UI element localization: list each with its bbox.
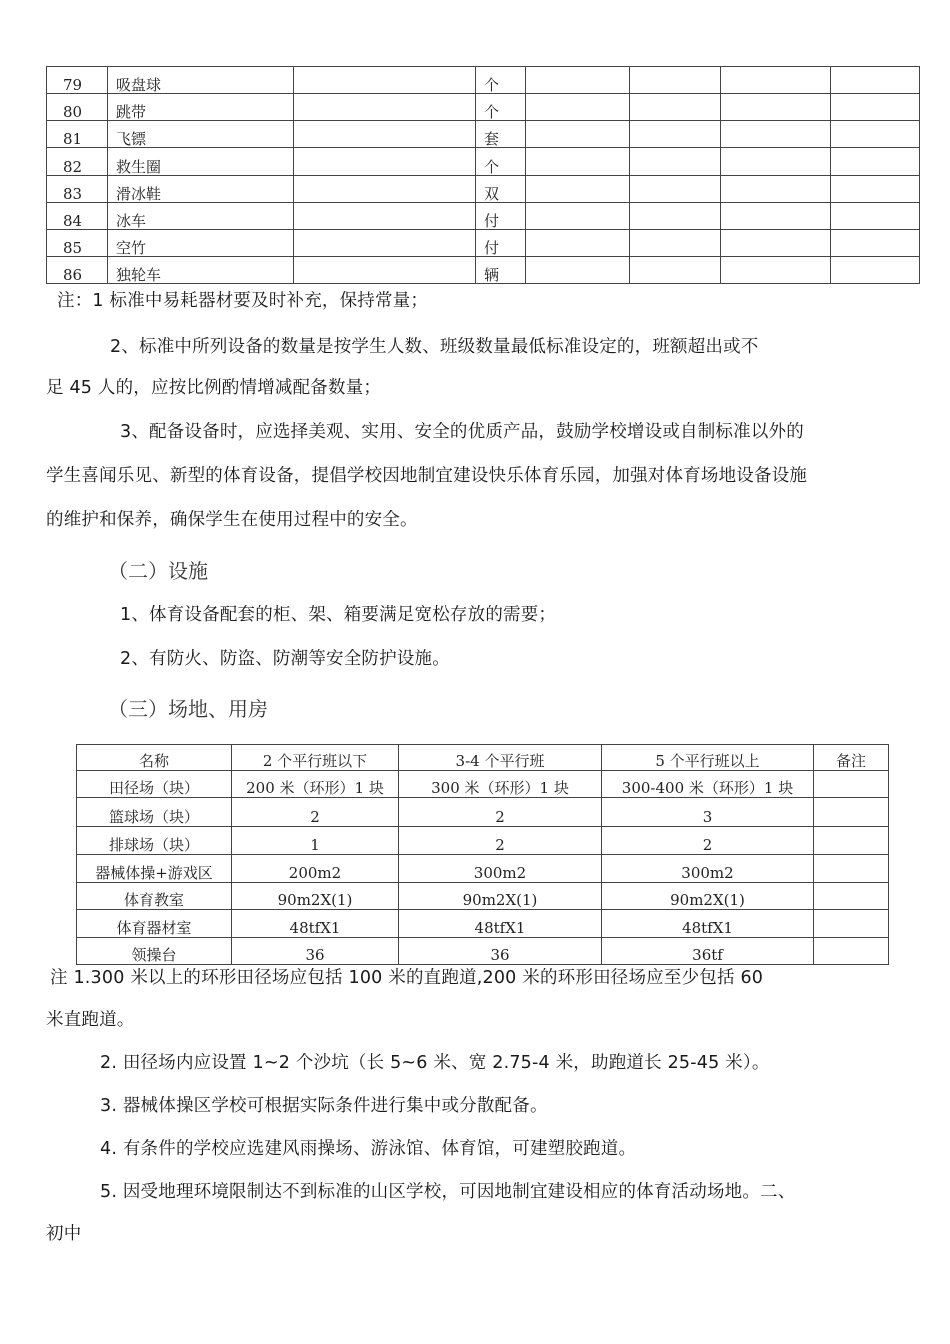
table-row [77,910,889,938]
cell-5-classes: 36tf [602,938,814,965]
empty-cell [526,148,630,176]
row-number: 86 [47,257,108,284]
empty-cell [831,121,920,148]
row-number: 82 [47,148,108,176]
cell-3-4-classes: 2 [399,827,602,855]
cell-3-4-classes: 2 [399,798,602,827]
empty-cell [630,121,721,148]
cell-3-4-classes: 48tfX1 [399,910,602,938]
cell-name: 田径场（块） [77,771,232,798]
note-2-line-1: 2、标准中所列设备的数量是按学生人数、班级数量最低标准设定的，班额超出或不 [110,337,759,357]
cell-3-4-classes: 90m2X(1) [399,883,602,910]
empty-cell [526,94,630,121]
table-row [47,203,920,230]
empty-cell [526,176,630,203]
cell-3-4-classes: 300 米（环形）1 块 [399,771,602,798]
empty-cell [630,94,721,121]
cell-remarks [814,910,889,938]
empty-cell [630,230,721,257]
empty-cell [294,230,476,257]
item-name: 跳带 [108,94,294,121]
cell-name: 领操台 [77,938,232,965]
site-note-3: 3. 器械体操区学校可根据实际条件进行集中或分散配备。 [100,1096,548,1116]
cell-name: 排球场（块） [77,827,232,855]
site-note-2: 2. 田径场内应设置 1~2 个沙坑（长 5~6 米、宽 2.75-4 米，助跑道长 25-45 米）。 [100,1053,770,1073]
facility-header-row [77,745,889,771]
header-2-classes: 2 个平行班以下 [232,745,399,771]
table-row [47,67,920,94]
cell-name: 器械体操+游戏区 [77,855,232,883]
note-3-line-3: 的维护和保养，确保学生在使用过程中的安全。 [46,510,418,530]
site-note-1-line-2: 米直跑道。 [46,1010,135,1030]
table-row [77,771,889,798]
cell-remarks [814,938,889,965]
note-3-line-2: 学生喜闻乐见、新型的体育设备，提倡学校因地制宜建设快乐体育乐园，加强对体育场地设备设施 [46,466,808,486]
empty-cell [831,257,920,284]
table-row [77,938,889,965]
empty-cell [294,257,476,284]
item-unit: 双 [476,176,526,203]
header-5-classes: 5 个平行班以上 [602,745,814,771]
cell-remarks [814,798,889,827]
note-2-line-2: 足 45 人的，应按比例酌情增减配备数量； [46,378,382,398]
site-note-5-line-2: 初中 [46,1224,82,1244]
table-row [77,883,889,910]
item-name: 冰车 [108,203,294,230]
cell-5-classes: 90m2X(1) [602,883,814,910]
header-name: 名称 [77,745,232,771]
cell-2-classes: 36 [232,938,399,965]
empty-cell [526,67,630,94]
note-1: 注：1 标准中易耗器材要及时补充，保持常量； [57,291,429,311]
empty-cell [721,257,831,284]
item-unit: 套 [476,121,526,148]
section-2-item-2: 2、有防火、防盗、防潮等安全防护设施。 [120,649,450,669]
empty-cell [831,203,920,230]
row-number: 79 [47,67,108,94]
cell-name: 体育器材室 [77,910,232,938]
cell-2-classes: 1 [232,827,399,855]
empty-cell [630,203,721,230]
cell-remarks [814,827,889,855]
item-name: 飞镖 [108,121,294,148]
empty-cell [630,67,721,94]
facility-table [76,744,889,965]
row-number: 81 [47,121,108,148]
empty-cell [526,121,630,148]
cell-2-classes: 2 [232,798,399,827]
empty-cell [721,203,831,230]
empty-cell [526,257,630,284]
empty-cell [721,67,831,94]
empty-cell [721,230,831,257]
item-unit: 付 [476,230,526,257]
header-3-4-classes: 3-4 个平行班 [399,745,602,771]
cell-2-classes: 200m2 [232,855,399,883]
table-row [47,176,920,203]
table-row [47,94,920,121]
table-row [77,827,889,855]
cell-remarks [814,855,889,883]
cell-remarks [814,883,889,910]
empty-cell [721,94,831,121]
cell-remarks [814,771,889,798]
empty-cell [294,148,476,176]
empty-cell [526,203,630,230]
empty-cell [831,148,920,176]
row-number: 83 [47,176,108,203]
cell-name: 篮球场（块） [77,798,232,827]
table-row [47,230,920,257]
empty-cell [630,176,721,203]
item-unit: 辆 [476,257,526,284]
cell-3-4-classes: 300m2 [399,855,602,883]
cell-5-classes: 2 [602,827,814,855]
cell-3-4-classes: 36 [399,938,602,965]
empty-cell [294,121,476,148]
table-row [77,798,889,827]
row-number: 84 [47,203,108,230]
item-unit: 个 [476,148,526,176]
empty-cell [630,257,721,284]
item-name: 滑冰鞋 [108,176,294,203]
row-number: 85 [47,230,108,257]
empty-cell [721,148,831,176]
empty-cell [526,230,630,257]
empty-cell [294,67,476,94]
empty-cell [294,203,476,230]
header-remarks: 备注 [814,745,889,771]
note-3-line-1: 3、配备设备时，应选择美观、实用、安全的优质产品，鼓励学校增设或自制标准以外的 [120,422,804,442]
item-name: 吸盘球 [108,67,294,94]
empty-cell [831,230,920,257]
cell-2-classes: 48tfX1 [232,910,399,938]
item-unit: 个 [476,94,526,121]
table-row [77,855,889,883]
cell-2-classes: 200 米（环形）1 块 [232,771,399,798]
site-note-4: 4. 有条件的学校应选建风雨操场、游泳馆、体育馆，可建塑胶跑道。 [100,1139,637,1159]
cell-name: 体育教室 [77,883,232,910]
cell-5-classes: 48tfX1 [602,910,814,938]
empty-cell [831,94,920,121]
cell-2-classes: 90m2X(1) [232,883,399,910]
equipment-table [46,66,920,284]
empty-cell [721,176,831,203]
item-name: 救生圈 [108,148,294,176]
empty-cell [721,121,831,148]
item-name: 独轮车 [108,257,294,284]
table-row [47,148,920,176]
section-2-item-1: 1、体育设备配套的柜、架、箱要满足宽松存放的需要； [120,605,557,625]
table-row [47,121,920,148]
empty-cell [294,176,476,203]
cell-5-classes: 300m2 [602,855,814,883]
site-note-5-line-1: 5. 因受地理环境限制达不到标准的山区学校，可因地制宜建设相应的体育活动场地。二、 [100,1182,796,1202]
section-2-heading: （二）设施 [108,559,208,583]
item-name: 空竹 [108,230,294,257]
empty-cell [831,67,920,94]
row-number: 80 [47,94,108,121]
cell-5-classes: 3 [602,798,814,827]
cell-5-classes: 300-400 米（环形）1 块 [602,771,814,798]
site-note-1-line-1: 注 1.300 米以上的环形田径场应包括 100 米的直跑道,200 米的环形田径场应至少包括 60 [50,968,764,988]
item-unit: 付 [476,203,526,230]
empty-cell [831,176,920,203]
item-unit: 个 [476,67,526,94]
section-3-heading: （三）场地、用房 [108,697,268,721]
empty-cell [294,94,476,121]
table-row [47,257,920,284]
empty-cell [630,148,721,176]
